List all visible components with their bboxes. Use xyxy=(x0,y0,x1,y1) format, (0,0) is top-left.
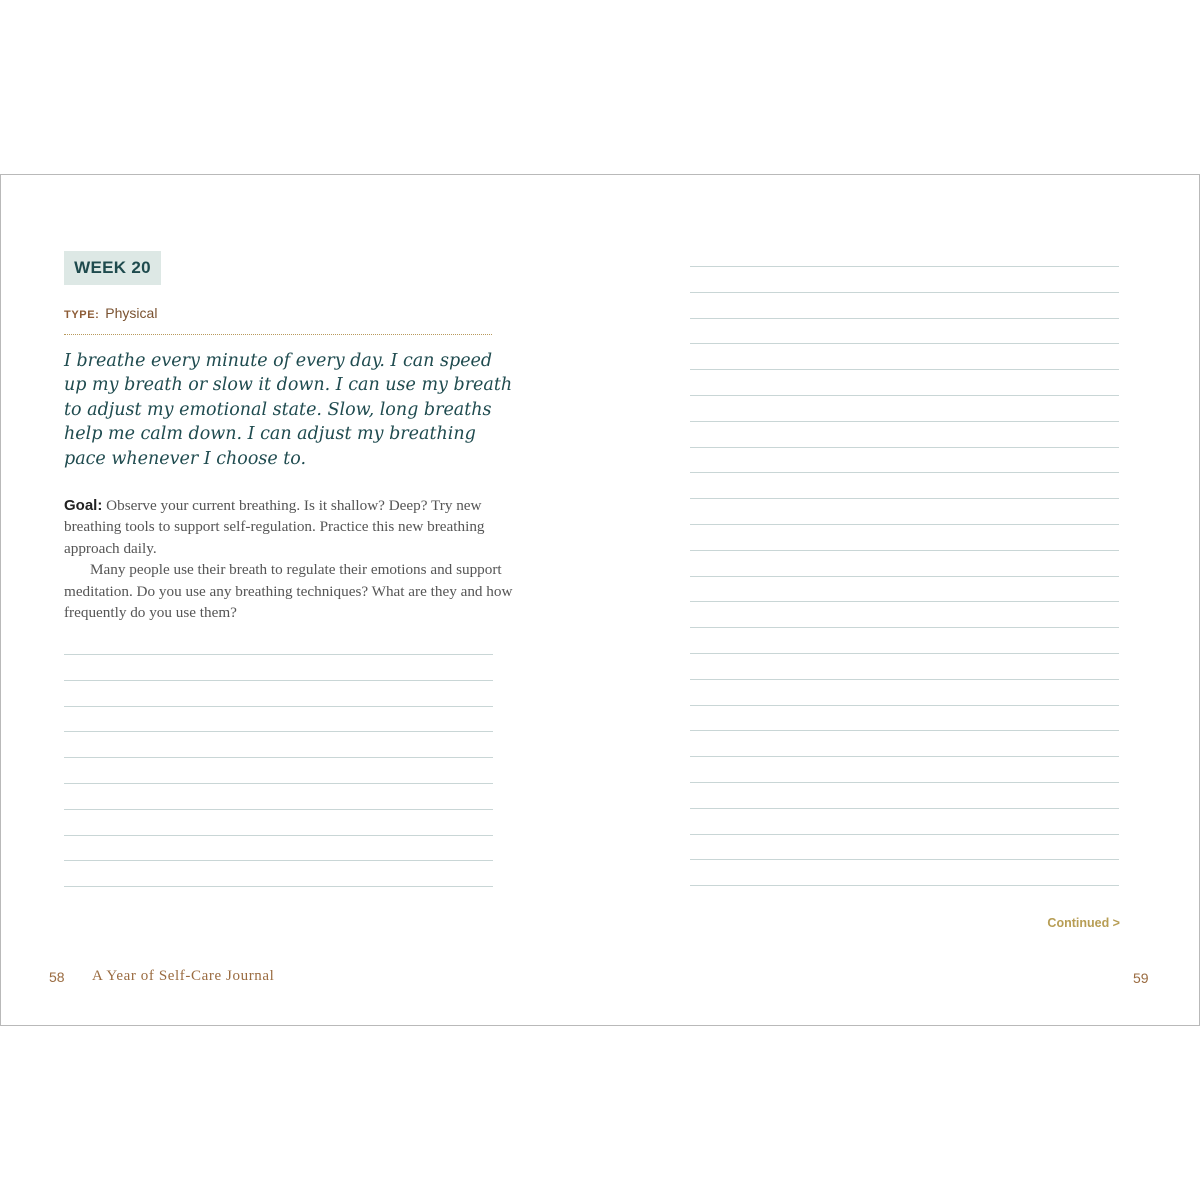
continued-label: Continued > xyxy=(1047,916,1120,930)
writing-line xyxy=(64,706,493,707)
writing-line xyxy=(690,343,1119,344)
prompt-text: Many people use their breath to regulate their emotions and support meditation. Do you use any breathing techniques? What are they and how frequently do you use them? xyxy=(64,561,513,622)
type-label: TYPE: xyxy=(64,309,100,321)
goal-text: Observe your current breathing. Is it shallow? Deep? Try new breathing tools to support self-regulation. Practice this new breathing approach daily. xyxy=(64,497,485,557)
writing-line xyxy=(64,757,493,758)
writing-line xyxy=(690,421,1119,422)
writing-line xyxy=(690,576,1119,577)
writing-line xyxy=(64,680,493,681)
page-number-left: 58 xyxy=(49,969,65,985)
writing-line xyxy=(690,472,1119,473)
writing-line xyxy=(690,730,1119,731)
writing-line xyxy=(690,653,1119,654)
running-head: A Year of Self-Care Journal xyxy=(92,968,275,984)
writing-lines-left xyxy=(64,654,493,912)
writing-line xyxy=(690,834,1119,835)
goal-paragraph xyxy=(64,495,514,623)
writing-line xyxy=(64,809,493,810)
writing-line xyxy=(690,395,1119,396)
writing-line xyxy=(690,627,1119,628)
writing-line xyxy=(690,292,1119,293)
writing-line xyxy=(64,731,493,732)
writing-line xyxy=(690,705,1119,706)
writing-line xyxy=(690,498,1119,499)
goal-label: Goal: xyxy=(64,497,103,514)
writing-line xyxy=(64,886,493,887)
writing-line xyxy=(690,524,1119,525)
writing-line xyxy=(690,808,1119,809)
writing-line xyxy=(64,654,493,655)
page-number-right: 59 xyxy=(1133,970,1149,986)
type-line xyxy=(64,305,157,321)
writing-line xyxy=(64,783,493,784)
writing-line xyxy=(64,860,493,861)
writing-line xyxy=(690,885,1119,886)
dotted-divider xyxy=(64,334,492,335)
writing-line xyxy=(690,601,1119,602)
writing-line xyxy=(690,369,1119,370)
writing-line xyxy=(690,318,1119,319)
week-badge: WEEK 20 xyxy=(64,251,161,285)
writing-lines-right xyxy=(690,266,1119,911)
writing-line xyxy=(690,782,1119,783)
writing-line xyxy=(690,266,1119,267)
writing-line xyxy=(64,835,493,836)
type-value: Physical xyxy=(105,305,158,321)
writing-line xyxy=(690,859,1119,860)
writing-line xyxy=(690,679,1119,680)
writing-line xyxy=(690,550,1119,551)
affirmation-text: I breathe every minute of every day. I can speed up my breath or slow it down. I can use my breath to adjust my emotional state. Slow, long breaths help me calm down. I can adjust my breathing pace whenever I choose to. xyxy=(64,351,513,469)
writing-line xyxy=(690,756,1119,757)
writing-line xyxy=(690,447,1119,448)
